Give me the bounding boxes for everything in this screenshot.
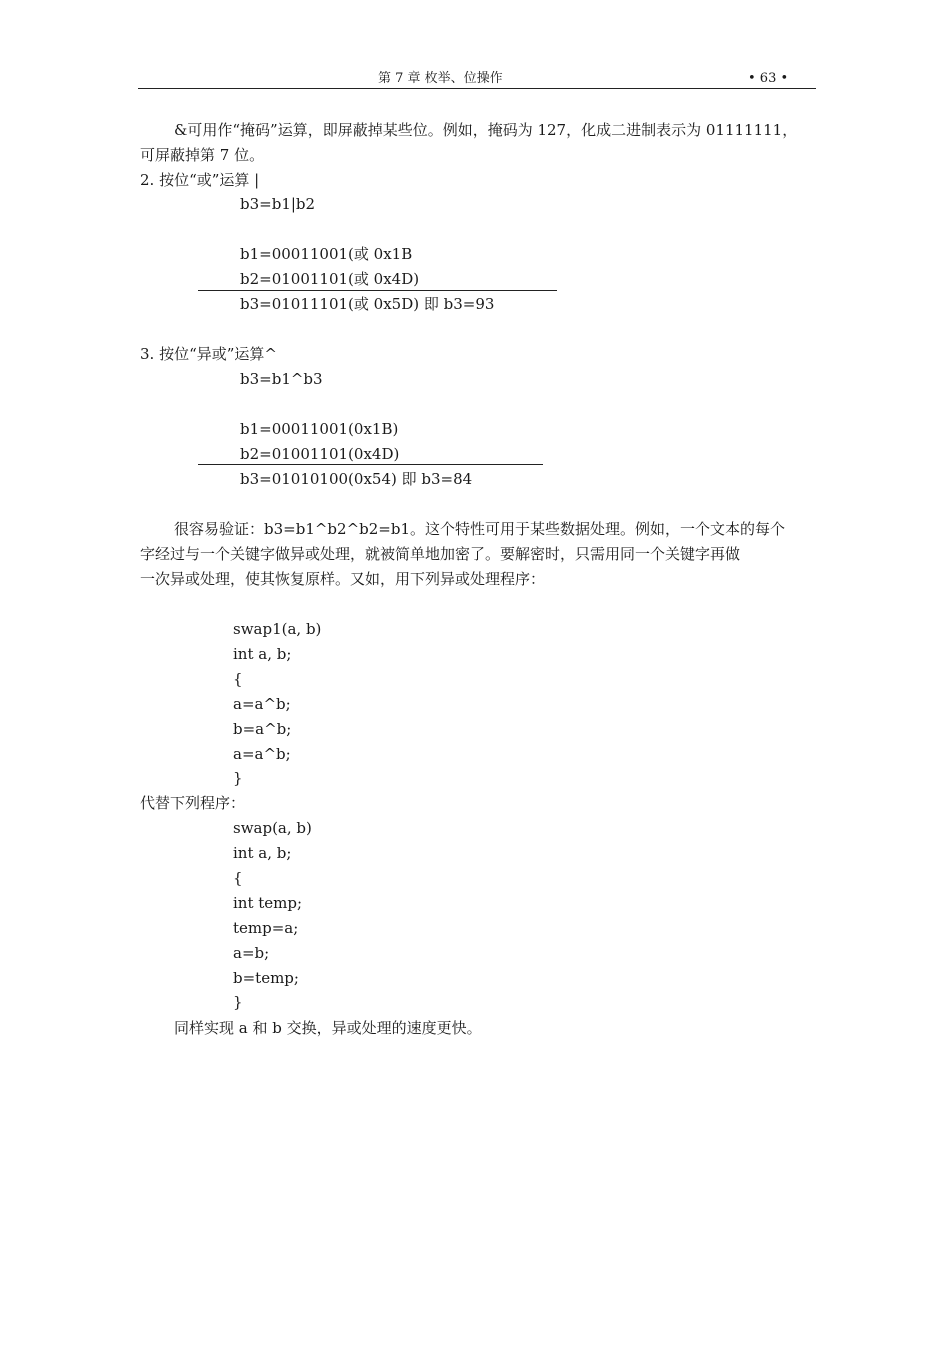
paragraph-line-3: 一次异或处理，使其恢复原样。又如，用下列异或处理程序： <box>140 570 546 588</box>
replace-label: 代替下列程序： <box>140 794 246 812</box>
page-number: • 63 • <box>748 71 789 86</box>
or-section-heading: 2. 按位“或”运算 | <box>140 171 260 189</box>
code1-line: a=a^b; <box>233 745 291 763</box>
paragraph-line-1: 很容易验证：b3=b1^b2^b2=b1。这个特性可用于某些数据处理。例如，一个文本的每个 <box>174 520 786 538</box>
xor-b3-result: b3=01010100(0x54) 即 b3=84 <box>240 470 473 488</box>
or-sum-rule <box>198 290 557 291</box>
conclusion: 同样实现 a 和 b 交换，异或处理的速度更快。 <box>174 1019 482 1037</box>
code2-line: temp=a; <box>233 919 299 937</box>
xor-b2-value: b2=01001101(0x4D) <box>240 445 400 463</box>
code2-line: int a, b; <box>233 844 292 862</box>
code2-line: } <box>233 993 243 1011</box>
code1-line: } <box>233 769 243 787</box>
intro-line-1: &可用作“掩码”运算，即屏蔽掉某些位。例如，掩码为 127，化成二进制表示为 01111111， <box>174 121 798 139</box>
or-b2-value: b2=01001101(或 0x4D) <box>240 270 420 288</box>
code1-line: { <box>233 670 243 688</box>
xor-sum-rule <box>198 464 543 465</box>
or-expression: b3=b1|b2 <box>240 195 316 213</box>
xor-expression: b3=b1^b3 <box>240 370 323 388</box>
paragraph-line-2: 字经过与一个关键字做异或处理，就被简单地加密了。要解密时，只需用同一个关键字再做 <box>140 545 741 563</box>
code1-line: a=a^b; <box>233 695 291 713</box>
intro-line-2: 可屏蔽掉第 7 位。 <box>140 146 265 164</box>
or-b3-result: b3=01011101(或 0x5D) 即 b3=93 <box>240 295 495 313</box>
code1-line: swap1(a, b) <box>233 620 322 638</box>
header-rule <box>138 88 816 89</box>
code2-line: b=temp; <box>233 969 299 987</box>
code2-line: swap(a, b) <box>233 819 312 837</box>
chapter-header: 第 7 章 枚举、位操作 <box>378 71 503 86</box>
code1-line: int a, b; <box>233 645 292 663</box>
code2-line: { <box>233 869 243 887</box>
xor-section-heading: 3. 按位“异或”运算^ <box>140 345 277 363</box>
code2-line: a=b; <box>233 944 270 962</box>
code2-line: int temp; <box>233 894 303 912</box>
code1-line: b=a^b; <box>233 720 292 738</box>
or-b1-value: b1=00011001(或 0x1B <box>240 245 413 263</box>
xor-b1-value: b1=00011001(0x1B) <box>240 420 399 438</box>
